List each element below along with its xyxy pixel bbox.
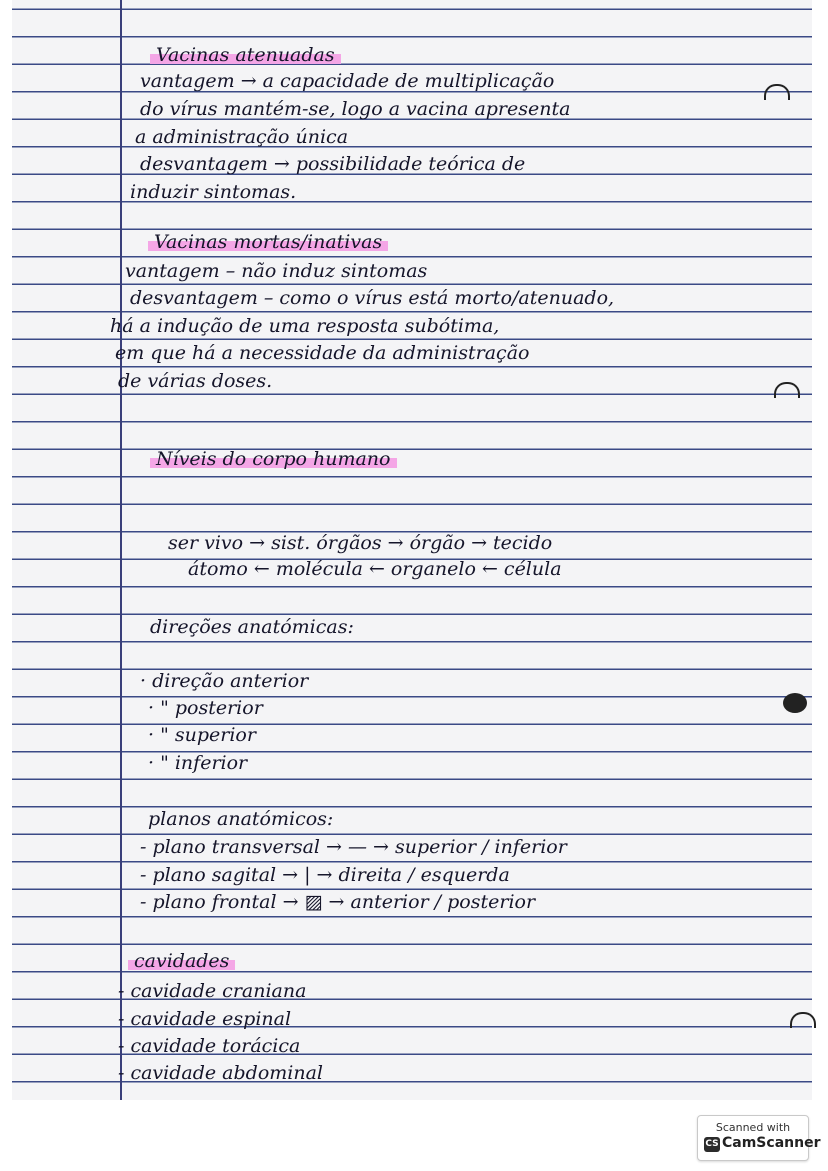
heading-vacinas-mortas: Vacinas mortas/inativas	[148, 231, 388, 253]
heading-niveis-corpo: Níveis do corpo humano	[150, 448, 397, 470]
note-line: - plano frontal → ▨ → anterior / posterior	[140, 891, 536, 913]
watermark-caption: Scanned with	[715, 1121, 791, 1134]
note-line: - plano transversal → — → superior / inferior	[140, 836, 567, 858]
margin-line	[120, 0, 122, 1100]
note-line: · " posterior	[148, 697, 263, 719]
note-line: vantagem – não induz sintomas	[125, 260, 428, 282]
note-line: - plano sagital → | → direita / esquerda	[140, 864, 510, 886]
heading-cavidades: cavidades	[128, 950, 235, 972]
binder-hole-mark	[790, 1012, 816, 1028]
note-line: vantagem → a capacidade de multiplicação	[140, 70, 555, 92]
note-line: - cavidade espinal	[118, 1008, 292, 1030]
note-line: · " inferior	[148, 752, 248, 774]
note-line: induzir sintomas.	[130, 181, 297, 203]
binder-hole-mark	[774, 382, 800, 398]
heading-vacinas-atenuadas: Vacinas atenuadas	[150, 44, 341, 66]
note-line: do vírus mantém-se, logo a vacina apresenta	[140, 98, 571, 120]
note-line: de várias doses.	[118, 370, 273, 392]
watermark-brand: CamScanner	[722, 1135, 821, 1151]
heading-direcoes-anatomicas: direções anatómicas:	[150, 616, 354, 638]
note-line: em que há a necessidade da administração	[115, 342, 530, 364]
binder-hole-mark	[764, 84, 790, 100]
note-line: · " superior	[148, 724, 256, 746]
ink-blot	[783, 693, 807, 713]
note-line: a administração única	[135, 126, 349, 148]
camscanner-logo-icon: CS	[704, 1137, 720, 1152]
note-line: desvantagem → possibilidade teórica de	[140, 153, 526, 175]
note-line: - cavidade craniana	[118, 980, 307, 1002]
note-line: há a indução de uma resposta subótima,	[110, 315, 500, 337]
note-line: - cavidade torácica	[118, 1035, 301, 1057]
note-line: átomo ← molécula ← organelo ← célula	[188, 558, 562, 580]
heading-planos-anatomicos: planos anatómicos:	[148, 808, 334, 830]
camscanner-badge	[697, 1115, 821, 1161]
note-line: - cavidade abdominal	[118, 1062, 324, 1084]
note-line: ser vivo → sist. órgãos → órgão → tecido	[168, 532, 553, 554]
note-line: desvantagem – como o vírus está morto/atenuado,	[130, 287, 615, 309]
note-line: · direção anterior	[140, 670, 309, 692]
